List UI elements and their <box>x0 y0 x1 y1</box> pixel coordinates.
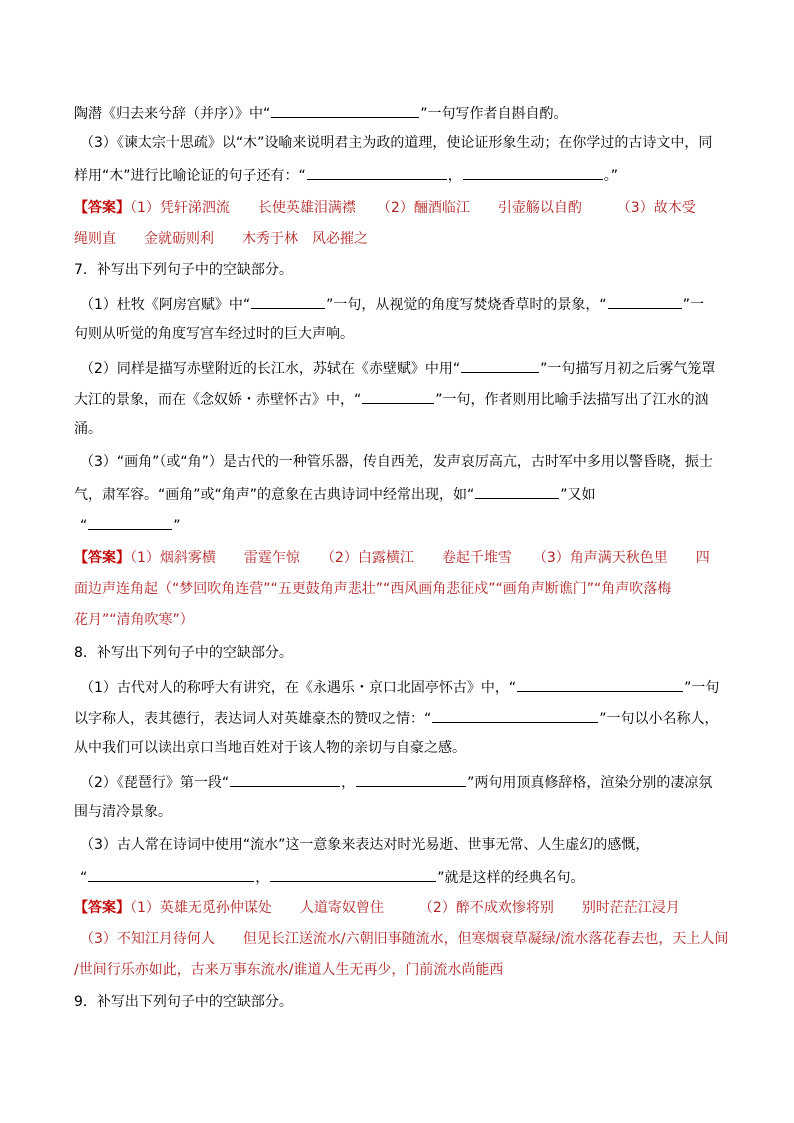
fill-blank <box>270 866 436 882</box>
line-text: （2）《琵琶行》第一段“ <box>80 775 230 791</box>
line-text: “ <box>80 518 88 534</box>
text-line <box>74 483 596 505</box>
line-text: 句则从听觉的角度写宫车经过时的巨大声响。 <box>74 326 354 342</box>
fill-blank <box>88 866 254 882</box>
text-line <box>74 324 354 344</box>
fill-blank <box>461 357 539 373</box>
question-line <box>80 835 649 855</box>
line-text: 气，肃军容。“画角”或“角声”的意象在古典诗词中经常出现，如“ <box>74 487 475 503</box>
text-line <box>80 514 181 536</box>
answer-line <box>74 579 671 599</box>
line-text: ”两句用顶真修辞格，渲染分别的凄凉氛 <box>467 775 713 791</box>
fill-blank <box>230 771 340 787</box>
line-text: （3）古人常在诗词中使用“流水”这一意象来表达对时光易逝、世事无常、人生虚幻的感慨， <box>80 837 650 853</box>
line-text: 以字称人，表其德行，表达词人对英雄豪杰的赞叹之情：“ <box>74 711 432 727</box>
answer-tag: 【答案】 <box>74 550 130 566</box>
line-text: 陶潜《归去来兮辞（并序）》中“ <box>74 106 271 122</box>
question-line <box>80 133 712 153</box>
fill-blank <box>251 293 325 309</box>
question-line <box>80 452 713 472</box>
fill-blank <box>356 771 466 787</box>
question-line <box>80 771 712 793</box>
fill-blank <box>475 483 559 499</box>
line-text: ， <box>255 870 270 886</box>
fill-blank <box>88 514 172 530</box>
line-text: 。” <box>603 168 619 184</box>
answer-line <box>74 198 696 218</box>
text-line <box>74 802 172 822</box>
line-text: /世间行乐亦如此，古来万事东流水/谁道人生无再少，门前流水尚能西 <box>74 962 504 978</box>
answer-tag: 【答案】 <box>74 200 130 216</box>
line-text: 样用“木”进行比喻论证的句子还有：“ <box>74 168 306 184</box>
answer-line <box>74 229 368 249</box>
fill-blank <box>463 164 603 180</box>
line-text: ”一 <box>682 297 704 313</box>
fill-blank <box>362 388 434 404</box>
line-text: “ <box>80 870 88 886</box>
line-text: ”一句，作者则用比喻手法描写出了江水的汹 <box>435 392 709 408</box>
fill-blank <box>608 293 682 309</box>
question-heading <box>74 260 293 280</box>
text-line <box>74 388 709 410</box>
line-text: ” <box>173 518 181 534</box>
line-text: 花月”“清角吹寒”） <box>74 612 194 628</box>
question-line <box>80 357 715 379</box>
line-text: ”一句写作者自斟自酌。 <box>420 106 568 122</box>
line-text: 涌。 <box>74 421 102 437</box>
answer-line <box>74 898 680 918</box>
line-text: ， <box>447 168 462 184</box>
question-line <box>80 676 719 698</box>
answer-line <box>74 960 503 980</box>
answer-line <box>74 610 194 630</box>
line-text: 大江的景象，而在《念奴娇・赤壁怀古》中，“ <box>74 392 362 408</box>
line-text: 绳则直 金就砺则利 木秀于林 风必摧之 <box>74 231 368 247</box>
line-text: 从中我们可以读出京口当地百姓对于该人物的亲切与自豪之感。 <box>74 740 466 756</box>
text-line <box>74 707 719 729</box>
text-line <box>74 738 466 758</box>
line-text: （2）同样是描写赤壁附近的长江水，苏轼在《赤壁赋》中用“ <box>80 361 461 377</box>
line-text: ”又如 <box>560 487 596 503</box>
fill-blank <box>307 164 447 180</box>
line-text: 7．补写出下列句子中的空缺部分。 <box>74 262 293 278</box>
line-text: 8．补写出下列句子中的空缺部分。 <box>74 645 293 661</box>
line-text: ”一句 <box>684 680 720 696</box>
text-line <box>80 866 585 888</box>
line-text: ”一句描写月初之后雾气笼罩 <box>540 361 716 377</box>
fill-blank <box>517 676 683 692</box>
text-line <box>74 164 618 186</box>
line-text: （3）《谏太宗十思疏》以“木”设喻来说明君主为政的道理，使论证形象生动；在你学过的古诗文中，同 <box>80 135 713 151</box>
line-text: ”一句，从视觉的角度写焚烧香草时的景象，“ <box>326 297 607 313</box>
fill-blank <box>432 707 598 723</box>
line-text: （1）烟斜雾横 雷霆乍惊 （2）白露横江 卷起千堆雪 （3）角声满天秋色里 四 <box>130 550 710 566</box>
line-text: （3）“画角”（或“角”）是古代的一种管乐器，传自西羌，发声哀厉高亢，古时军中多用以警昏晓，振士 <box>80 454 713 470</box>
text-line <box>74 102 568 124</box>
line-text: 围与清冷景象。 <box>74 804 172 820</box>
line-text: （1）古代对人的称呼大有讲究，在《永遇乐・京口北固亭怀古》中，“ <box>80 680 517 696</box>
line-text: ”就是这样的经典名句。 <box>437 870 585 886</box>
line-text: ”一句以小名称人， <box>599 711 719 727</box>
line-text: 9．补写出下列句子中的空缺部分。 <box>74 994 293 1010</box>
line-text: （1）杜牧《阿房宫赋》中“ <box>80 297 251 313</box>
fill-blank <box>271 102 419 118</box>
question-heading <box>74 643 293 663</box>
answer-line <box>80 929 728 949</box>
question-line <box>80 293 704 315</box>
answer-tag: 【答案】 <box>74 900 130 916</box>
line-text: ， <box>341 775 356 791</box>
answer-line <box>74 548 710 568</box>
text-line <box>74 419 102 439</box>
line-text: （1）凭轩涕泗流 长使英雄泪满襟 （2）酾酒临江 引壶觞以自酌 （3）故木受 <box>130 200 696 216</box>
question-heading <box>74 992 293 1012</box>
line-text: （3）不知江月待何人 但见长江送流水/六朝旧事随流水，但寒烟衰草凝绿/流水落花春去也，天上人间 <box>80 931 729 947</box>
line-text: 面边声连角起（“梦回吹角连营”“五更鼓角声悲壮”“西风画角悲征戍”“画角声断谯门”“角声吹落梅 <box>74 581 672 597</box>
line-text: （1）英雄无觅孙仲谋处 人道寄奴曾住 （2）醉不成欢惨将别 别时茫茫江浸月 <box>130 900 680 916</box>
